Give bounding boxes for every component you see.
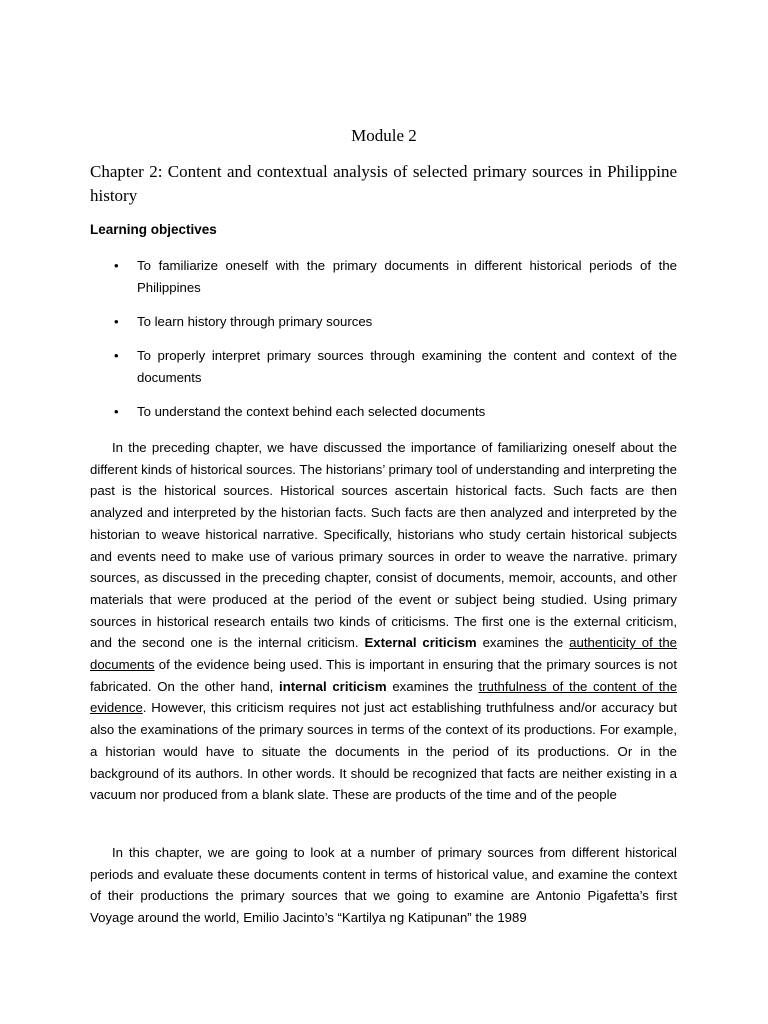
term-external-criticism: External criticism	[364, 635, 477, 651]
list-item	[90, 311, 677, 333]
learning-objectives-list	[90, 255, 677, 435]
paragraph-text: examines the	[392, 678, 473, 694]
chapter-title: Chapter 2: Content and contextual analysis of selected primary sources in Philippine history	[90, 162, 677, 205]
underlined-authenticity: authenticity of the documents	[90, 635, 677, 673]
paragraph-text: of the evidence being used. This is important in ensuring that the primary sources is not fabricated. On the other hand,	[90, 657, 677, 694]
body-paragraph-1	[90, 437, 677, 806]
paragraph-text: . However, this criticism requires not just act establishing truthfulness and/or accuracy but also the examinations of the primary sources in terms of the context of its productions. For example, a historian would have to situate the documents in the period of its productions. Or in the background of its authors. In other words. It should be recognized that facts are neither existing in a vacuum nor produced from a blank slate. These are products of the time and of the people	[90, 700, 677, 803]
module-title: Module 2	[351, 126, 417, 145]
bullet-icon: •	[114, 348, 119, 363]
paragraph-text: In the preceding chapter, we have discussed the importance of familiarizing oneself about the different kinds of historical sources. The historians’ primary tool of understanding and interpreting the past is the historical sources. Historical sources ascertain historical facts. Such facts are then analyzed and interpreted by the historian facts. Such facts are then analyzed and interpreted by the historian to weave historical narrative. Specifically, historians who study certain historical subjects and events need to make use of various primary sources in order to weave the narrative. primary sources, as discussed in the preceding chapter, consist of documents, memoir, accounts, and other materials that were produced at the period of the event or subject being studied. Using primary sources in historical research entails two kinds of criticisms. The first one is the external criticism, and the second one is the internal criticism.	[90, 440, 677, 651]
objective-text: To understand the context behind each selected documents	[137, 404, 486, 419]
list-item	[90, 401, 677, 423]
term-internal-criticism: internal criticism	[279, 678, 387, 694]
bullet-icon: •	[114, 314, 119, 329]
objective-text: To properly interpret primary sources through examining the content and context of the documents	[137, 348, 677, 385]
bullet-icon: •	[114, 258, 119, 273]
bullet-icon: •	[114, 404, 119, 419]
objective-text: To familiarize oneself with the primary documents in different historical periods of the Philippines	[137, 258, 677, 295]
paragraph-text: examines the	[482, 635, 564, 651]
objective-text: To learn history through primary sources	[137, 314, 373, 329]
list-item	[90, 345, 677, 389]
body-paragraph-2: In this chapter, we are going to look at a number of primary sources from different historical periods and evaluate these documents content in terms of historical value, and examine the context of their productions the primary sources that we going to examine are Antonio Pigafetta’s first Voyage around the world, Emilio Jacinto’s “Kartilya ng Katipunan” the 1989	[90, 845, 677, 926]
underlined-truthfulness: truthfulness of the content of the evidence	[90, 678, 678, 716]
learning-objectives-heading: Learning objectives	[90, 222, 217, 237]
list-item	[90, 255, 677, 299]
